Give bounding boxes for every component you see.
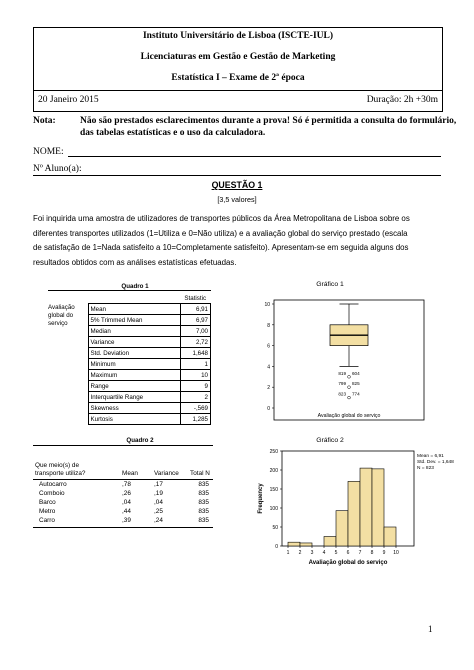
- quadro2-header-line: Que meio(s) de: [35, 462, 80, 469]
- chart2-legend-line: N = 823: [417, 466, 434, 471]
- chart2-ytick-label: 0: [275, 544, 278, 550]
- chart2-bar: [288, 542, 300, 546]
- chart2-bar: [336, 511, 348, 546]
- quadro1-stat-label: Interquartile Range: [88, 392, 180, 403]
- quadro2-cell-label: Comboio: [39, 490, 65, 497]
- chart2-xtick-label: 2: [298, 550, 302, 556]
- chart2-xtick-label: 9: [382, 550, 386, 556]
- quadro2-cell-label: Autocarro: [39, 481, 67, 488]
- quadro1-stat-value: -,569: [180, 403, 211, 414]
- question-points: [3,5 valores]: [217, 195, 257, 204]
- chart1-outlier-label: 604: [352, 370, 360, 376]
- question-body-line: resultados obtidos com as análises estatísticas efetuadas.: [33, 257, 237, 267]
- chart1-ytick-label: 6: [267, 343, 270, 350]
- chart2-xtick-label: 4: [322, 550, 326, 556]
- chart2-xlabel: Avaliação global do serviço: [308, 560, 388, 566]
- quadro2-cell-n: 835: [198, 499, 209, 506]
- institution-name: Instituto Universitário de Lisboa (ISCTE-IUL): [142, 31, 334, 41]
- chart2-xtick-label: 10: [393, 550, 399, 556]
- quadro1-stat-value: 2: [180, 392, 211, 403]
- chart2-bar: [300, 543, 312, 546]
- question-title: QUESTÃO 1: [211, 180, 263, 190]
- quadro2-cell-label: Metro: [39, 508, 56, 515]
- header-frame: [33, 27, 443, 112]
- chart2-xtick-label: 8: [370, 550, 374, 556]
- quadro2-body: [33, 481, 213, 526]
- chart1-outlier-label: 825: [352, 381, 360, 387]
- quadro1-stat-label: Variance: [88, 337, 180, 348]
- chart2-ytick-label: 150: [269, 487, 278, 493]
- chart2-xtick-label: 6: [346, 550, 350, 556]
- chart1-outlier: [348, 375, 351, 378]
- quadro2-row: [33, 481, 213, 490]
- quadro1-title: Quadro 1: [121, 283, 149, 290]
- quadro2-col-variance: Variance: [154, 470, 179, 477]
- chart1-outlier-label: 823: [338, 391, 346, 397]
- quadro2-cell-mean: ,44: [122, 508, 131, 515]
- quadro2-cell-n: 835: [198, 490, 209, 497]
- quadro2-header-rule: [33, 479, 213, 480]
- quadro2-cell-variance: ,25: [154, 508, 163, 515]
- quadro1-stat-label: Median: [88, 326, 180, 337]
- quadro2-row: [33, 517, 213, 526]
- quadro2-bottom-rule: [33, 527, 213, 528]
- quadro1-col-header: Statistic: [184, 294, 207, 302]
- quadro2-cell-n: 835: [198, 517, 209, 524]
- question-body-line: Foi inquirida uma amostra de utilizadores de transportes públicos da Área Metropolitana de Lisboa sobre os: [33, 214, 410, 223]
- quadro2-cell-variance: ,04: [154, 499, 163, 506]
- quadro1-stat-value: 2,72: [180, 337, 211, 348]
- quadro1-stat-value: 1,285: [180, 414, 211, 425]
- chart1-ytick-label: 0: [267, 406, 270, 412]
- chart1-outlier-label: 819: [338, 370, 346, 376]
- quadro2-cell-variance: ,17: [154, 481, 163, 488]
- chart2-xtick-label: 5: [334, 550, 338, 556]
- chart2-xtick-label: 7: [358, 550, 362, 556]
- quadro2-header-label: [35, 462, 85, 478]
- chart1-ytick-label: 10: [264, 302, 270, 308]
- chart1-xlabel: Avaliação global do serviço: [317, 413, 381, 419]
- chart1-outlier: [348, 396, 351, 399]
- quadro2-col-mean: Mean: [122, 470, 138, 477]
- programs-title: Licenciaturas em Gestão e Gestão de Marketing: [140, 52, 336, 62]
- chart1-ytick-label: 8: [267, 322, 270, 329]
- quadro2-header-line: transporte utiliza?: [35, 470, 86, 477]
- quadro2-cell-n: 835: [198, 508, 209, 515]
- quadro1-stat-label: Mean: [88, 304, 180, 315]
- chart2-xtick-label: 3: [310, 550, 314, 556]
- quadro1-stat-value: 1,648: [180, 348, 211, 359]
- chart1-title: Gráfico 1: [316, 281, 344, 288]
- chart2-ylabel: Frequency: [258, 483, 264, 514]
- quadro1-header-row: [46, 293, 211, 304]
- quadro1-row-label: Avaliação global do serviço: [48, 303, 75, 327]
- quadro2-cell-variance: ,19: [154, 490, 163, 497]
- chart2-legend-line: Std. Dev. = 1,648: [417, 460, 454, 465]
- quadro2-cell-mean: ,04: [122, 499, 131, 506]
- question-body: [33, 212, 443, 270]
- quadro2-top-rule: [33, 445, 213, 446]
- exam-title: Estatística I – Exame de 2ª época: [171, 73, 305, 83]
- student-number-label: Nº Aluno(a):: [33, 164, 82, 174]
- quadro1-stat-value: 10: [180, 370, 211, 381]
- quadro2-cell-mean: ,26: [122, 490, 131, 497]
- chart2-bar: [324, 537, 336, 547]
- quadro1-stat-value: 7,00: [180, 326, 211, 337]
- chart2-histogram: [252, 445, 454, 575]
- quadro1-stat-value: 1: [180, 359, 211, 370]
- quadro2-row: [33, 490, 213, 499]
- quadro1-stat-label: 5% Trimmed Mean: [88, 315, 180, 326]
- chart1-outlier-label: 774: [352, 391, 360, 397]
- quadro2-cell-n: 835: [198, 481, 209, 488]
- chart2-ytick-label: 200: [269, 468, 278, 474]
- chart2-title: Gráfico 2: [316, 437, 344, 444]
- question-body-line: de satisfação de 1=Nada satisfeito a 10=Completamente satisfeito). Apresentam-se em seguida alguns dos: [33, 243, 409, 252]
- chart2-ytick-label: 100: [269, 506, 278, 512]
- quadro1-top-rule: [48, 290, 211, 291]
- name-label: NOME:: [33, 147, 64, 157]
- quadro2-row: [33, 508, 213, 517]
- chart1-boxplot: [252, 290, 432, 430]
- chart1-outlier-label: 799: [338, 381, 346, 387]
- quadro2-cell-mean: ,39: [122, 517, 131, 524]
- quadro2-cell-label: Barco: [39, 499, 56, 506]
- chart1-outlier: [348, 386, 351, 389]
- quadro1-stat-label: Kurtosis: [88, 414, 180, 425]
- header-divider: [34, 90, 442, 91]
- quadro1-stat-label: Maximum: [88, 370, 180, 381]
- quadro1-stat-label: Std. Deviation: [88, 348, 180, 359]
- quadro1-stat-value: 6,91: [180, 304, 211, 315]
- chart2-ytick-label: 50: [272, 525, 278, 531]
- quadro1-row: [46, 304, 211, 315]
- question-body-line: diferentes transportes utilizados (1=Utiliza e 0=Não utiliza) e a avaliação global do serviço prestado (escala: [33, 228, 408, 238]
- name-field-line[interactable]: [68, 156, 441, 157]
- quadro2-title: Quadro 2: [126, 437, 154, 444]
- exam-date: 20 Janeiro 2015: [38, 95, 99, 105]
- chart1-ytick-label: 4: [267, 364, 270, 371]
- page-number: 1: [428, 624, 433, 634]
- section-divider: [33, 175, 441, 176]
- chart2-ytick-label: 250: [269, 449, 278, 455]
- quadro1-table: [46, 293, 211, 425]
- nota-line-1: Não são prestados esclarecimentos durante a prova! Só é permitida a consulta do formulário,: [80, 116, 457, 126]
- quadro2-cell-label: Carro: [39, 517, 55, 524]
- quadro2-row: [33, 499, 213, 508]
- quadro1-stat-value: 6,97: [180, 315, 211, 326]
- chart2-bar: [348, 481, 360, 546]
- chart1-ytick-label: 2: [267, 385, 270, 392]
- quadro1-stat-value: 9: [180, 381, 211, 392]
- quadro2-cell-variance: ,24: [154, 517, 163, 524]
- nota-line-2: das tabelas estatísticas e o uso da calculadora.: [80, 128, 266, 138]
- quadro1-stat-label: Range: [88, 381, 180, 392]
- quadro2-cell-mean: ,78: [122, 481, 131, 488]
- chart2-bar: [360, 468, 372, 546]
- quadro1-stat-label: Skewness: [88, 403, 180, 414]
- nota-label: Nota:: [33, 116, 56, 126]
- chart2-xtick-label: 1: [286, 550, 290, 556]
- quadro2-col-total: Total N: [190, 470, 210, 477]
- chart2-legend-line: Mean = 6,91: [417, 454, 444, 459]
- exam-duration: Duração: 2h +30m: [366, 95, 438, 105]
- quadro1-stat-label: Minimum: [88, 359, 180, 370]
- chart2-bar: [372, 469, 384, 546]
- chart2-bar: [384, 527, 396, 546]
